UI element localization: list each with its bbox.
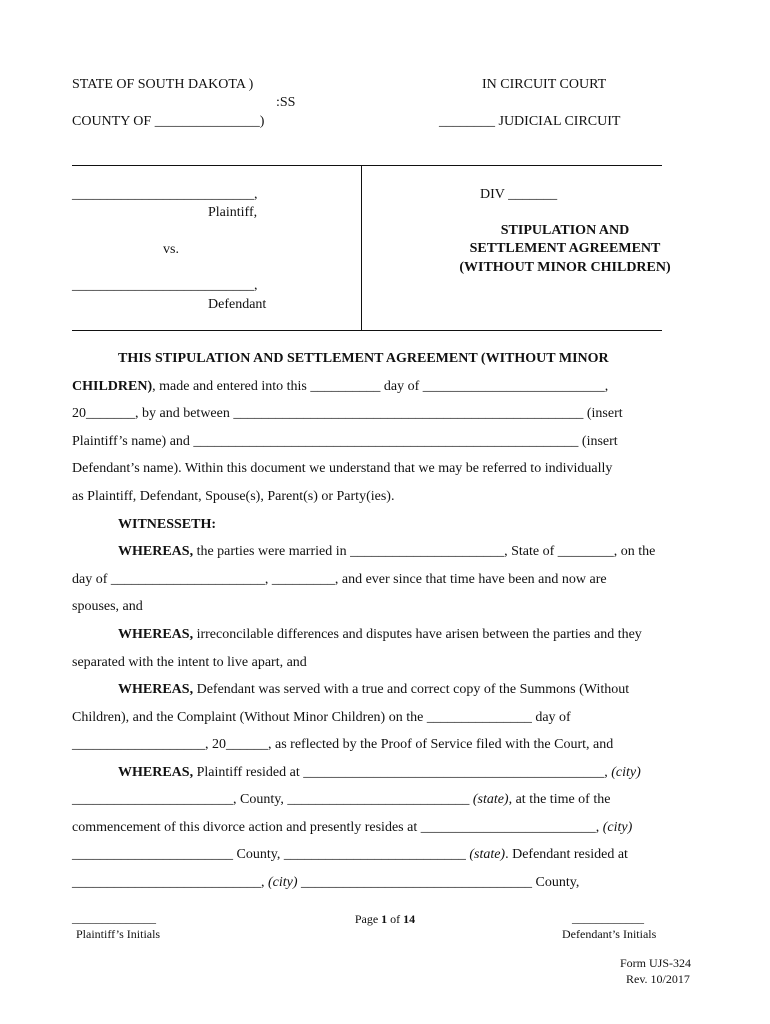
plaintiff-initials-label: Plaintiff’s Initials [76,927,161,941]
defendant-resided-line: _______________________ County, __________________________ (state). Defendant resided at [72,847,628,862]
form-revision: Rev. 10/2017 [626,972,690,986]
separated-line: separated with the intent to live apart, and [72,655,307,670]
whereas-married-line: WHEREAS, the parties were married in ______________________, State of ________, on the [118,544,656,559]
page-number: Page 1 of 14 [354,912,416,926]
marriage-date-line: day of ______________________, _________, and ever since that time have been and now are [72,572,607,587]
intro-line-3: 20_______, by and between __________________________________________________ (insert [72,406,623,421]
versus-label: vs. [163,242,179,257]
plaintiff-county-line: _______________________, County, __________________________ (state), at the time of the [72,792,611,807]
doc-title-line-3: (WITHOUT MINOR CHILDREN) [459,260,671,275]
division-field: DIV _______ [480,187,558,202]
intro-line-4: Plaintiff’s name) and _______________________________________________________ (insert [72,434,618,449]
form-id: Form UJS-324 [620,956,692,970]
complaint-line: Children), and the Complaint (Without Minor Children) on the _______________ day of [72,710,571,725]
intro-line-5: Defendant’s name). Within this document we understand that we may be referred to individually [72,461,613,476]
ss-mark: :SS [276,95,296,110]
intro-line-6: as Plaintiff, Defendant, Spouse(s), Parent(s) or Party(ies). [72,489,395,504]
defendant-initials-label: Defendant’s Initials [562,927,657,941]
spouses-line: spouses, and [72,599,143,614]
whereas-differences-line: WHEREAS, irreconcilable differences and disputes have arisen between the parties and they [118,627,642,642]
commencement-line: commencement of this divorce action and presently resides at _________________________, (city) [72,820,633,835]
court-name: IN CIRCUIT COURT [482,77,607,92]
caption-top-rule [72,165,662,166]
defendant-name-blank: __________________________, [72,278,258,293]
plaintiff-initials-blank: ______________ [72,911,156,925]
defendant-label: Defendant [208,297,267,312]
intro-heading-line: THIS STIPULATION AND SETTLEMENT AGREEMENT (WITHOUT MINOR [118,351,609,366]
doc-title-line-1: STIPULATION AND [500,223,630,238]
plaintiff-name-blank: __________________________, [72,187,258,202]
plaintiff-label: Plaintiff, [208,205,258,220]
whereas-served-line: WHEREAS, Defendant was served with a true and correct copy of the Summons (Without [118,682,630,697]
judicial-circuit: ________ JUDICIAL CIRCUIT [439,114,621,129]
whereas-plaintiff-resided-line: WHEREAS, Plaintiff resided at ___________________________________________, (city) [118,765,641,780]
state-line: STATE OF SOUTH DAKOTA ) [72,77,254,92]
witnesseth-heading: WITNESSETH: [118,517,217,532]
defendant-county-line: ___________________________, (city) _________________________________ County, [72,875,580,890]
doc-title-line-2: SETTLEMENT AGREEMENT [469,241,661,256]
caption-bottom-rule [72,330,662,331]
caption-divider [361,166,362,330]
intro-line-2: CHILDREN), made and entered into this __________ day of __________________________, [72,379,609,394]
county-line: COUNTY OF _______________) [72,114,265,129]
defendant-initials-blank: ____________ [572,911,644,925]
proof-of-service-line: ___________________, 20______, as reflected by the Proof of Service filed with the Court, and [72,737,614,752]
